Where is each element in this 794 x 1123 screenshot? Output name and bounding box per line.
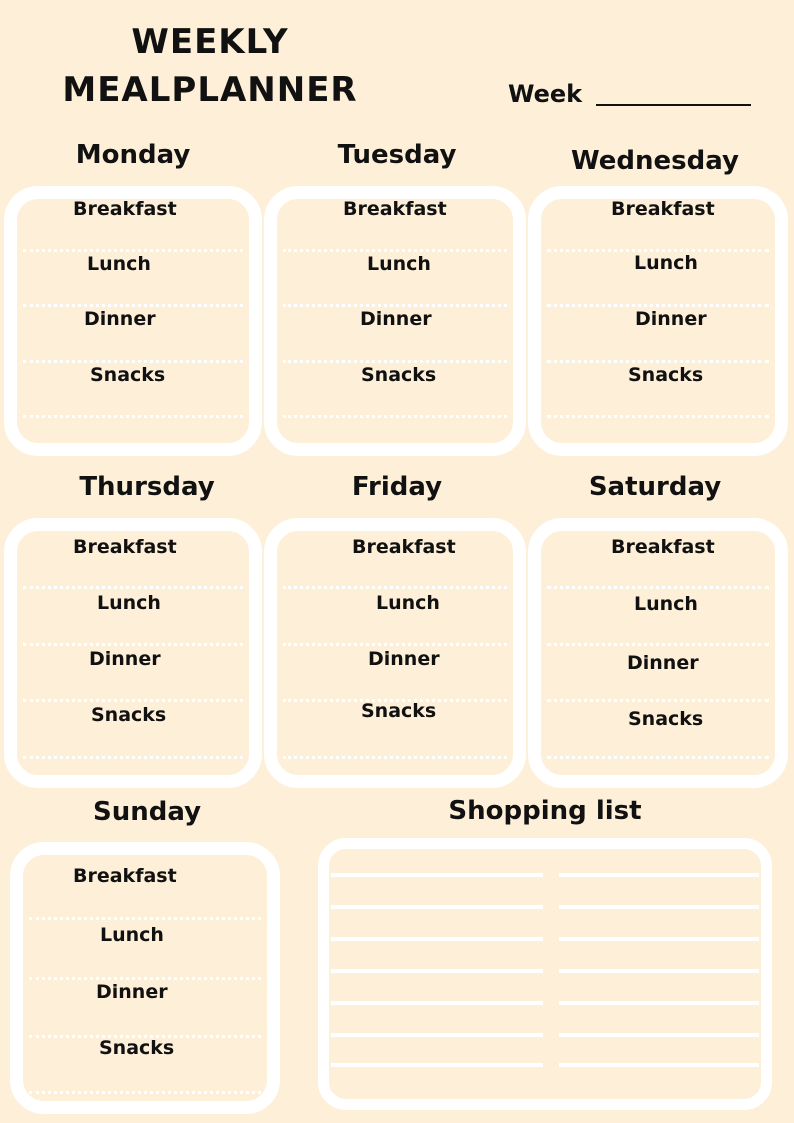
meal-line[interactable] (547, 415, 769, 418)
meal-label-breakfast: Breakfast (73, 536, 177, 558)
meal-label-dinner: Dinner (84, 308, 156, 330)
meal-label-snacks: Snacks (361, 700, 437, 722)
shopping-list-line[interactable] (559, 873, 759, 877)
meal-line[interactable] (547, 756, 769, 759)
meal-line[interactable] (23, 756, 243, 759)
day-title-sunday: Sunday (92, 797, 202, 827)
meal-label-snacks: Snacks (361, 364, 437, 386)
shopping-list-line[interactable] (559, 937, 759, 941)
shopping-list-line[interactable] (559, 1033, 759, 1037)
meal-label-lunch: Lunch (634, 252, 698, 274)
meal-line[interactable] (547, 360, 769, 363)
meal-label-lunch: Lunch (367, 253, 431, 275)
meal-line[interactable] (283, 249, 507, 252)
meal-line[interactable] (283, 586, 507, 589)
shopping-list-line[interactable] (331, 1033, 543, 1037)
meal-line[interactable] (283, 756, 507, 759)
shopping-list-line[interactable] (331, 873, 543, 877)
shopping-list-line[interactable] (331, 937, 543, 941)
meal-label-lunch: Lunch (97, 592, 161, 614)
meal-label-breakfast: Breakfast (611, 198, 715, 220)
meal-line[interactable] (547, 699, 769, 702)
meal-label-lunch: Lunch (634, 593, 698, 615)
shopping-list-line[interactable] (559, 969, 759, 973)
shopping-list-line[interactable] (331, 969, 543, 973)
meal-line[interactable] (29, 1091, 261, 1094)
shopping-list-line[interactable] (331, 1001, 543, 1005)
meal-label-dinner: Dinner (368, 648, 440, 670)
meal-label-lunch: Lunch (100, 924, 164, 946)
page-title (30, 18, 390, 114)
meal-label-snacks: Snacks (628, 364, 704, 386)
meal-line[interactable] (23, 360, 243, 363)
meal-label-dinner: Dinner (635, 308, 707, 330)
title-line-1: WEEKLY (131, 22, 289, 62)
meal-label-dinner: Dinner (627, 652, 699, 674)
shopping-list-title: Shopping list (448, 796, 642, 826)
shopping-list-box (318, 838, 772, 1110)
meal-line[interactable] (283, 643, 507, 646)
meal-label-dinner: Dinner (89, 648, 161, 670)
day-title-tuesday: Tuesday (337, 140, 457, 170)
meal-label-snacks: Snacks (91, 704, 167, 726)
meal-line[interactable] (23, 643, 243, 646)
shopping-list-line[interactable] (559, 1063, 759, 1067)
meal-label-dinner: Dinner (96, 981, 168, 1003)
day-title-saturday: Saturday (588, 472, 722, 502)
week-field[interactable] (508, 80, 751, 108)
meal-label-breakfast: Breakfast (73, 865, 177, 887)
meal-label-snacks: Snacks (90, 364, 166, 386)
day-title-friday: Friday (351, 472, 443, 502)
meal-label-dinner: Dinner (360, 308, 432, 330)
meal-line[interactable] (283, 304, 507, 307)
meal-line[interactable] (23, 699, 243, 702)
shopping-list-line[interactable] (559, 1001, 759, 1005)
meal-label-breakfast: Breakfast (352, 536, 456, 558)
day-title-thursday: Thursday (79, 472, 215, 502)
meal-line[interactable] (23, 586, 243, 589)
shopping-list-line[interactable] (559, 905, 759, 909)
meal-line[interactable] (23, 249, 243, 252)
meal-line[interactable] (283, 360, 507, 363)
meal-label-breakfast: Breakfast (73, 198, 177, 220)
meal-line[interactable] (29, 917, 261, 920)
meal-label-breakfast: Breakfast (611, 536, 715, 558)
day-title-wednesday: Wednesday (571, 146, 739, 176)
meal-label-breakfast: Breakfast (343, 198, 447, 220)
meal-label-lunch: Lunch (87, 253, 151, 275)
meal-line[interactable] (23, 415, 243, 418)
week-blank-line[interactable] (596, 104, 751, 106)
meal-line[interactable] (547, 304, 769, 307)
title-line-2: MEALPLANNER (62, 70, 358, 110)
meal-label-lunch: Lunch (376, 592, 440, 614)
day-title-monday: Monday (75, 140, 191, 170)
meal-line[interactable] (23, 304, 243, 307)
meal-label-snacks: Snacks (628, 708, 704, 730)
meal-line[interactable] (547, 643, 769, 646)
week-label: Week (508, 80, 583, 108)
meal-label-snacks: Snacks (99, 1037, 175, 1059)
shopping-list-line[interactable] (331, 905, 543, 909)
meal-line[interactable] (283, 415, 507, 418)
meal-line[interactable] (29, 977, 261, 980)
meal-line[interactable] (547, 586, 769, 589)
shopping-list-line[interactable] (331, 1063, 543, 1067)
